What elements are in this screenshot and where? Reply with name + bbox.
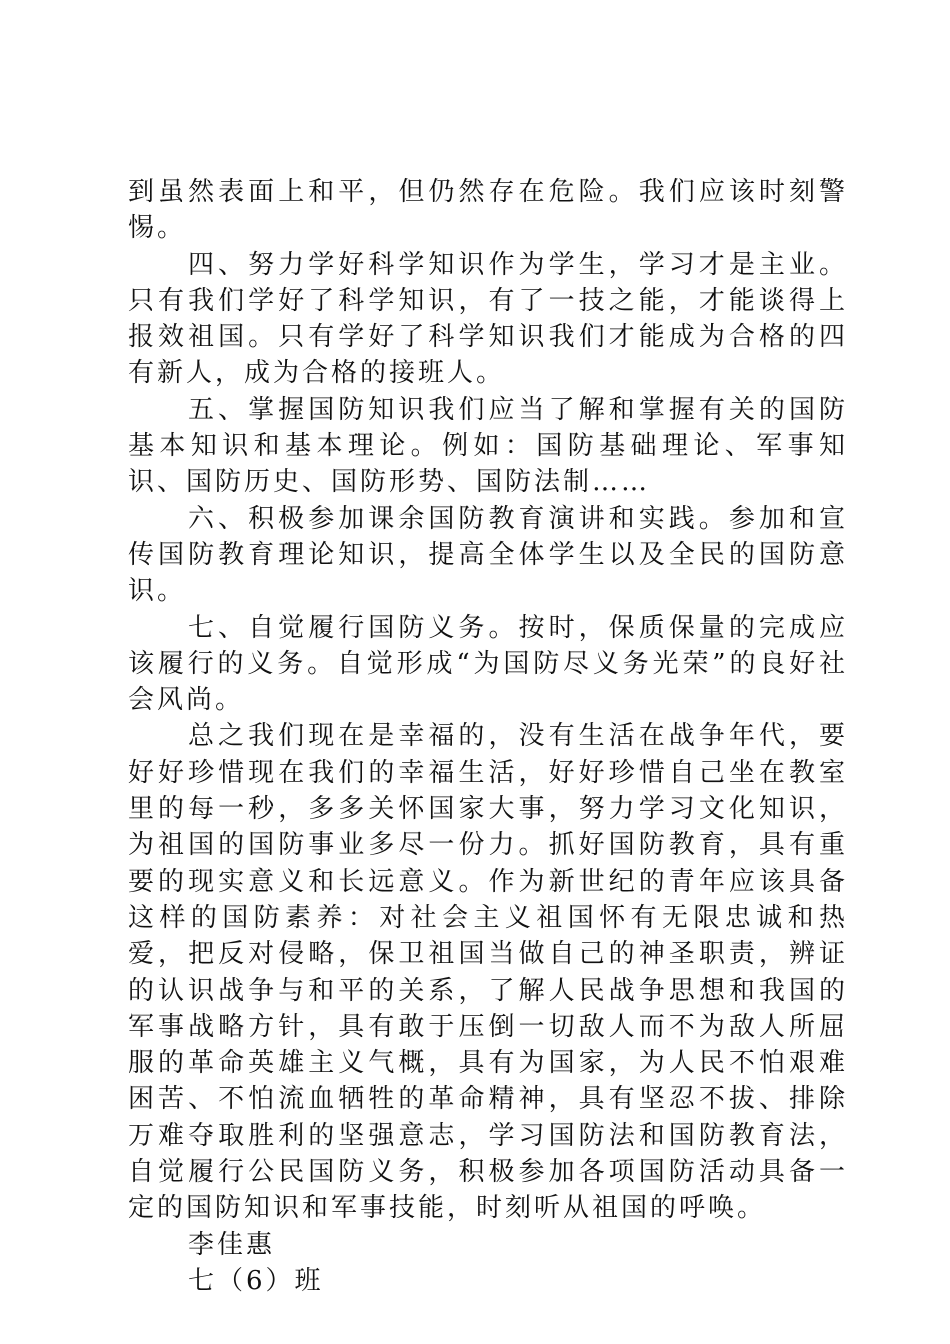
document-body <box>128 174 848 1299</box>
paragraph-study-science: 四、努力学好科学知识作为学生，学习才是主业。只有我们学好了科学知识，有了一技之能，才能谈得上报效祖国。只有学好了科学知识我们才能成为合格的四有新人，成为合格的接班人。 <box>128 249 848 389</box>
paragraph-extracurricular: 六、积极参加课余国防教育演讲和实践。参加和宣传国防教育理论知识，提高全体学生以及全民的国防意识。 <box>128 503 848 607</box>
author-name: 李佳惠 <box>188 1229 276 1260</box>
paragraph-defense-duty: 七、自觉履行国防义务。按时，保质保量的完成应该履行的义务。自觉形成“为国防尽义务光荣”的良好社会风尚。 <box>128 612 848 716</box>
paragraph-continuation: 到虽然表面上和平，但仍然存在危险。我们应该时刻警惕。 <box>128 177 848 244</box>
author-class: 七（6）班 <box>188 1265 324 1296</box>
paragraph-defense-knowledge: 五、掌握国防知识我们应当了解和掌握有关的国防基本知识和基本理论。例如：国防基础理论、军事知识、国防历史、国防形势、国防法制…… <box>128 394 848 498</box>
paragraph-conclusion: 总之我们现在是幸福的，没有生活在战争年代，要好好珍惜现在我们的幸福生活，好好珍惜自己坐在教室里的每一秒，多多关怀国家大事，努力学习文化知识，为祖国的国防事业多尽一份力。抓好国防教育，具有重要的现实意义和长远意义。作为新世纪的青年应该具备这样的国防素养：对社会主义祖国怀有无限忠诚和热爱，把反对侵略，保卫祖国当做自己的神圣职责，辨证的认识战争与和平的关系，了解人民战争思想和我国的军事战略方针，具有敢于压倒一切敌人而不为敌人所屈服的革命英雄主义气概，具有为国家，为人民不怕艰难困苦、不怕流血牺牲的革命精神，具有坚忍不拔、排除万难夺取胜利的坚强意志，学习国防法和国防教育法，自觉履行公民国防义务，积极参加各项国防活动具备一定的国防知识和军事技能，时刻听从祖国的呼唤。 <box>128 721 848 1224</box>
